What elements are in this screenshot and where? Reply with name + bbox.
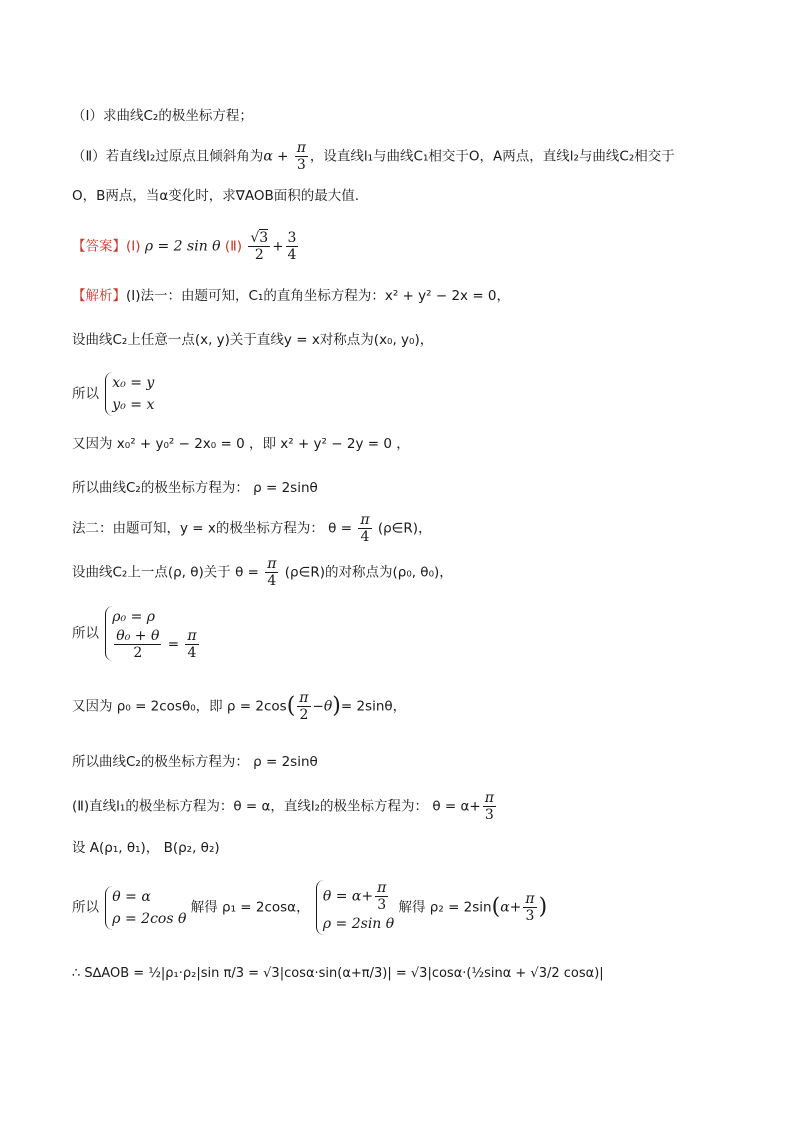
answer-line: 【答案】(Ⅰ) ρ = 2 sin θ (Ⅱ) $\frac{√3}{2}$ + $\frac{3}{4}$ [72, 230, 297, 263]
analysis-line-3: 又因为 x₀² + y₀² − 2x₀ = 0 ，即 x² + y² − 2y = 0 ， [72, 436, 410, 452]
method-2-line-2: 设曲线C₂上一点(ρ, θ)关于 θ = $\frac{\pi}{4}$ (ρ∈R)的对称点为(ρ₀, θ₀)， [72, 556, 453, 589]
question-1: （Ⅰ）求曲线C₂的极坐标方程； [72, 108, 253, 124]
analysis-line-1: 【解析】(Ⅰ)法一：由题可知，C₁的直角坐标方程为：x² + y² − 2x = 0， [72, 288, 511, 304]
analysis-line-8: 所以曲线C₂的极坐标方程为： ρ = 2sinθ [72, 754, 318, 770]
system-3-4: 所以 θ = α ρ = 2cos θ 解得 ρ₁ = 2cosα， θ = α+ $\frac{\pi}{3}$ ρ = 2sin θ 解得 ρ₂ = 2sin(α+ $\frac{\pi}{3}$ ) [72, 880, 547, 935]
analysis-line-4: 所以曲线C₂的极坐标方程为： ρ = 2sinθ [72, 480, 318, 496]
analysis-line-2: 设曲线C₂上任意一点(x, y)关于直线y = x对称点为(x₀, y₀)， [72, 332, 434, 348]
part-2-points: 设 A(ρ₁, θ₁)， B(ρ₂, θ₂) [72, 840, 220, 856]
system-1: 所以 x₀ = y y₀ = x [72, 372, 154, 416]
system-2: 所以 ρ₀ = ρ $\frac{\text{θ₀ + θ}}{2}$ = $\frac{\pi}{4}$ [72, 606, 201, 661]
part-2-line: (Ⅱ)直线l₁的极坐标方程为：θ = α，直线l₂的极坐标方程为： θ = α+ $\frac{\pi}{3}$ [72, 790, 494, 823]
question-2-line-1: （Ⅱ）若直线l₂过原点且倾斜角为α + $\frac{\pi}{3}$ ，设直线l₁与曲线C₁相交于O，A两点，直线l₂与曲线C₂相交于 [72, 140, 675, 173]
question-2-line-2: O，B两点，当α变化时，求∇AOB面积的最大值. [72, 188, 359, 204]
final-area-formula: ∴ S∆AOB = ½|ρ₁·ρ₂|sin π/3 = √3|cosα·sin(α+π/3)| = √3|cosα·(½sinα + √3/2 cosα)| [72, 966, 604, 981]
analysis-line-7: 又因为 ρ₀ = 2cosθ₀，即 ρ = 2cos( $\frac{\pi}{2}$ −θ)= 2sinθ， [72, 690, 407, 723]
method-2-line: 法二：由题可知，y = x的极坐标方程为： θ = $\frac{\pi}{4}$ (ρ∈R)， [72, 512, 432, 545]
